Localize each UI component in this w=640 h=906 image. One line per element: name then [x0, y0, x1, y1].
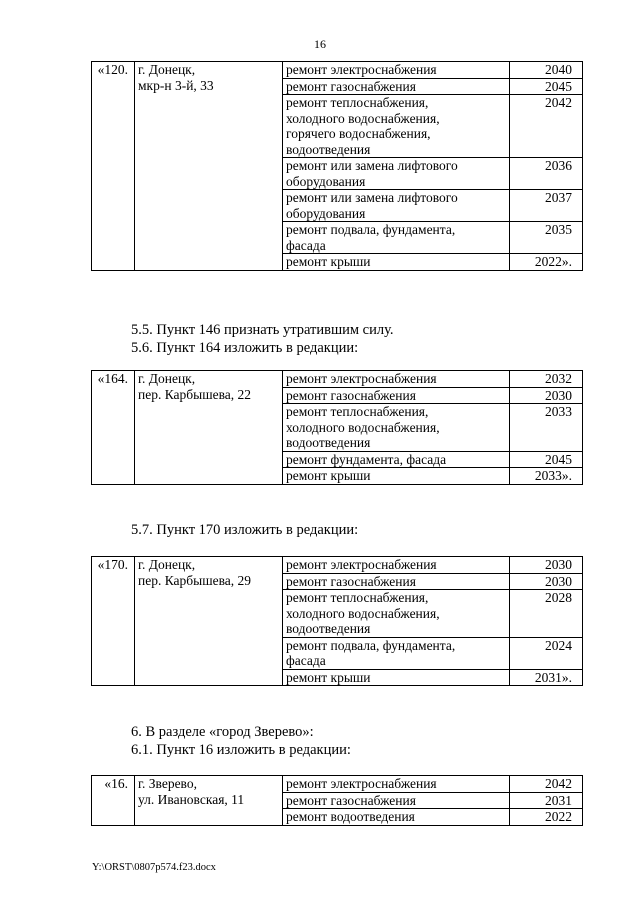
- work-type-cell: ремонт крыши: [283, 254, 510, 271]
- table-row: [92, 557, 583, 574]
- year-cell: 2030: [510, 557, 583, 574]
- work-type-cell: ремонт газоснабжения: [283, 387, 510, 404]
- work-type-cell: ремонт электроснабжения: [283, 371, 510, 388]
- year-cell: 2028: [510, 590, 583, 638]
- paragraph-5-6: 5.6. Пункт 164 изложить в редакции:: [131, 340, 359, 356]
- year-cell: 2024: [510, 637, 583, 669]
- work-type-cell: ремонт газоснабжения: [283, 573, 510, 590]
- work-type-cell: ремонт крыши: [283, 669, 510, 686]
- footer-file-path: Y:\ORST\0807p574.f23.docx: [92, 862, 216, 873]
- work-type-cell: ремонт подвала, фундамента, фасада: [283, 637, 510, 669]
- work-type-cell: ремонт электроснабжения: [283, 557, 510, 574]
- work-type-cell: ремонт фундамента, фасада: [283, 451, 510, 468]
- year-cell: 2037: [510, 190, 583, 222]
- year-cell: 2036: [510, 158, 583, 190]
- table-item-164: [91, 370, 583, 485]
- work-type-cell: ремонт или замена лифтового оборудования: [283, 190, 510, 222]
- year-cell: 2032: [510, 371, 583, 388]
- year-cell: 2045: [510, 78, 583, 95]
- year-cell: 2042: [510, 95, 583, 158]
- paragraph-6-1: 6.1. Пункт 16 изложить в редакции:: [131, 742, 351, 758]
- paragraph-5-7: 5.7. Пункт 170 изложить в редакции:: [131, 522, 359, 538]
- work-type-cell: ремонт водоотведения: [283, 809, 510, 826]
- year-cell: 2045: [510, 451, 583, 468]
- year-cell: 2035: [510, 222, 583, 254]
- work-type-cell: ремонт или замена лифтового оборудования: [283, 158, 510, 190]
- work-type-cell: ремонт подвала, фундамента, фасада: [283, 222, 510, 254]
- table-row: [92, 371, 583, 388]
- year-cell: 2042: [510, 776, 583, 793]
- work-type-cell: ремонт газоснабжения: [283, 792, 510, 809]
- table-row: [92, 62, 583, 79]
- work-type-cell: ремонт электроснабжения: [283, 62, 510, 79]
- year-cell: 2022».: [510, 254, 583, 271]
- table-item-16: [91, 775, 583, 826]
- year-cell: 2033».: [510, 468, 583, 485]
- year-cell: 2040: [510, 62, 583, 79]
- year-cell: 2030: [510, 573, 583, 590]
- table-row: [92, 776, 583, 793]
- item-number: «170.: [92, 557, 135, 686]
- paragraph-6: 6. В разделе «город Зверево»:: [131, 724, 314, 740]
- year-cell: 2031: [510, 792, 583, 809]
- work-type-cell: ремонт теплоснабжения, холодного водоснабжения, водоотведения: [283, 590, 510, 638]
- address-cell: г. Донецк, пер. Карбышева, 22: [135, 371, 283, 485]
- year-cell: 2033: [510, 404, 583, 452]
- work-type-cell: ремонт газоснабжения: [283, 78, 510, 95]
- year-cell: 2022: [510, 809, 583, 826]
- work-type-cell: ремонт теплоснабжения, холодного водоснабжения, водоотведения: [283, 404, 510, 452]
- work-type-cell: ремонт крыши: [283, 468, 510, 485]
- address-cell: г. Зверево, ул. Ивановская, 11: [135, 776, 283, 826]
- address-cell: г. Донецк, мкр-н 3-й, 33: [135, 62, 283, 271]
- year-cell: 2031».: [510, 669, 583, 686]
- item-number: «16.: [92, 776, 135, 826]
- item-number: «120.: [92, 62, 135, 271]
- table-item-120: [91, 61, 583, 271]
- year-cell: 2030: [510, 387, 583, 404]
- paragraph-5-5: 5.5. Пункт 146 признать утратившим силу.: [131, 322, 394, 338]
- work-type-cell: ремонт электроснабжения: [283, 776, 510, 793]
- item-number: «164.: [92, 371, 135, 485]
- work-type-cell: ремонт теплоснабжения, холодного водоснабжения, горячего водоснабжения, водоотведения: [283, 95, 510, 158]
- table-item-170: [91, 556, 583, 686]
- page-number: 16: [314, 37, 326, 51]
- address-cell: г. Донецк, пер. Карбышева, 29: [135, 557, 283, 686]
